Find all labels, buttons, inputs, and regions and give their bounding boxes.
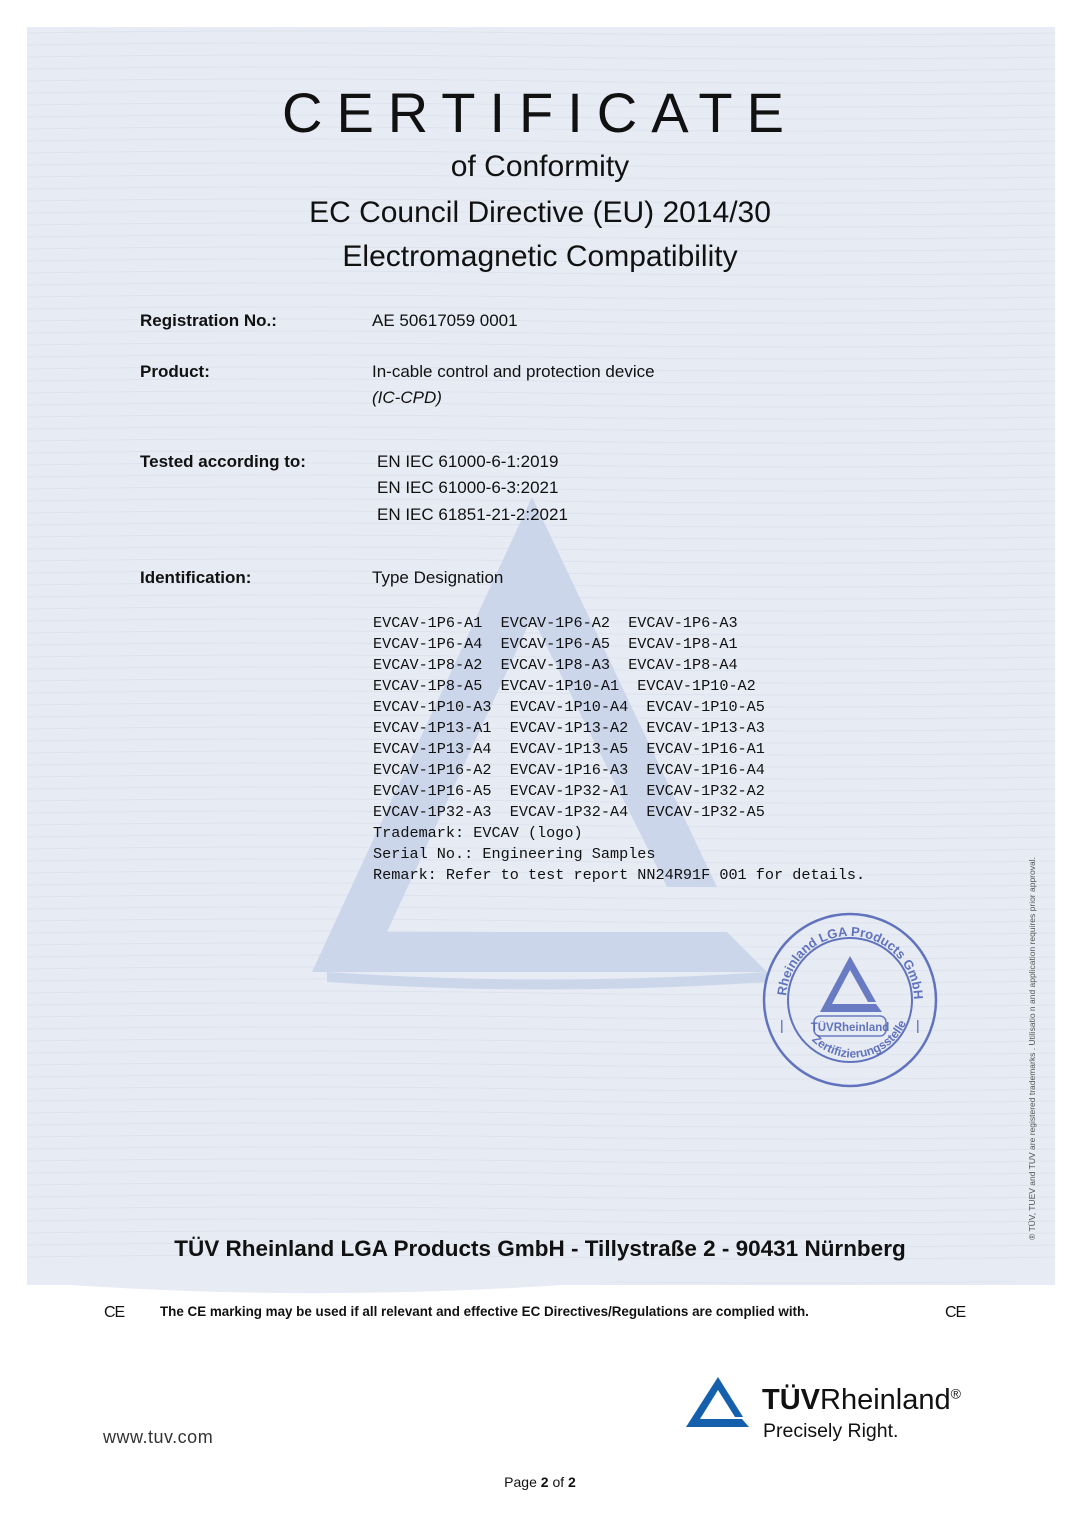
trademark-side-note: ® TÜV, TUEV and TUV are registered trademarks . Utilisatio n and application requires prior approval. <box>1027 857 1037 1240</box>
tuv-certification-stamp-icon <box>758 908 942 1092</box>
tuv-tagline: Precisely Right. <box>763 1420 899 1442</box>
registration-value: AE 50617059 0001 <box>372 311 518 330</box>
page-number: Page 2 of 2 <box>504 1474 576 1490</box>
ce-mark-icon: CE <box>945 1304 966 1321</box>
tested-label: Tested according to: <box>140 452 306 471</box>
standard-item: EN IEC 61000-6-1:2019 <box>377 452 559 471</box>
svg-text:Rheinland LGA Products GmbH: Rheinland LGA Products GmbH <box>774 923 927 1000</box>
identification-label: Identification: <box>140 568 252 587</box>
type-line: EVCAV-1P6-A1 EVCAV-1P6-A2 EVCAV-1P6-A3 <box>373 614 738 632</box>
svg-text:|: | <box>780 1017 784 1033</box>
panel-wave-edge <box>27 1262 1055 1302</box>
ce-statement: The CE marking may be used if all relevant and effective EC Directives/Regulations are complied with. <box>160 1304 809 1319</box>
svg-text:TÜVRheinland: TÜVRheinland <box>810 1022 890 1034</box>
directive-title: EC Council Directive (EU) 2014/30 <box>309 196 771 229</box>
certificate-subtitle: of Conformity <box>450 150 630 183</box>
product-label: Product: <box>140 362 210 381</box>
certificate-title: CERTIFICATE <box>282 81 798 144</box>
registration-label: Registration No.: <box>140 311 277 330</box>
type-designation-list <box>373 592 865 907</box>
type-line: EVCAV-1P13-A4 EVCAV-1P13-A5 EVCAV-1P16-A1 <box>373 740 765 758</box>
svg-text:|: | <box>916 1017 920 1033</box>
type-line: EVCAV-1P16-A2 EVCAV-1P16-A3 EVCAV-1P16-A4 <box>373 761 765 779</box>
type-line: EVCAV-1P8-A2 EVCAV-1P8-A3 EVCAV-1P8-A4 <box>373 656 738 674</box>
standard-item: EN IEC 61000-6-3:2021 <box>377 478 559 497</box>
product-value: In-cable control and protection device <box>372 362 655 381</box>
standard-item: EN IEC 61851-21-2:2021 <box>377 505 568 524</box>
trademark-line: Trademark: EVCAV (logo) <box>373 824 583 842</box>
tuv-rheinland-logo-icon <box>685 1375 751 1431</box>
website-link[interactable]: www.tuv.com <box>103 1427 214 1447</box>
issuer-address: TÜV Rheinland LGA Products GmbH - Tillystraße 2 - 90431 Nürnberg <box>174 1236 906 1261</box>
type-line: EVCAV-1P6-A4 EVCAV-1P6-A5 EVCAV-1P8-A1 <box>373 635 738 653</box>
type-line: EVCAV-1P16-A5 EVCAV-1P32-A1 EVCAV-1P32-A2 <box>373 782 765 800</box>
type-line: EVCAV-1P10-A3 EVCAV-1P10-A4 EVCAV-1P10-A5 <box>373 698 765 716</box>
ce-mark-icon: CE <box>104 1304 125 1321</box>
type-designation-heading: Type Designation <box>372 568 504 587</box>
serial-line: Serial No.: Engineering Samples <box>373 845 656 863</box>
tuv-rheinland-wordmark: TÜVRheinland® <box>762 1384 961 1416</box>
product-abbreviation: (IC-CPD) <box>372 388 442 407</box>
svg-text:Zertifizierungsstelle: Zertifizierungsstelle <box>809 1017 909 1061</box>
type-line: EVCAV-1P8-A5 EVCAV-1P10-A1 EVCAV-1P10-A2 <box>373 677 756 695</box>
type-line: EVCAV-1P32-A3 EVCAV-1P32-A4 EVCAV-1P32-A5 <box>373 803 765 821</box>
remark-line: Remark: Refer to test report NN24R91F 001 for details. <box>373 866 866 884</box>
type-line: EVCAV-1P13-A1 EVCAV-1P13-A2 EVCAV-1P13-A3 <box>373 719 765 737</box>
directive-subject: Electromagnetic Compatibility <box>342 240 738 273</box>
